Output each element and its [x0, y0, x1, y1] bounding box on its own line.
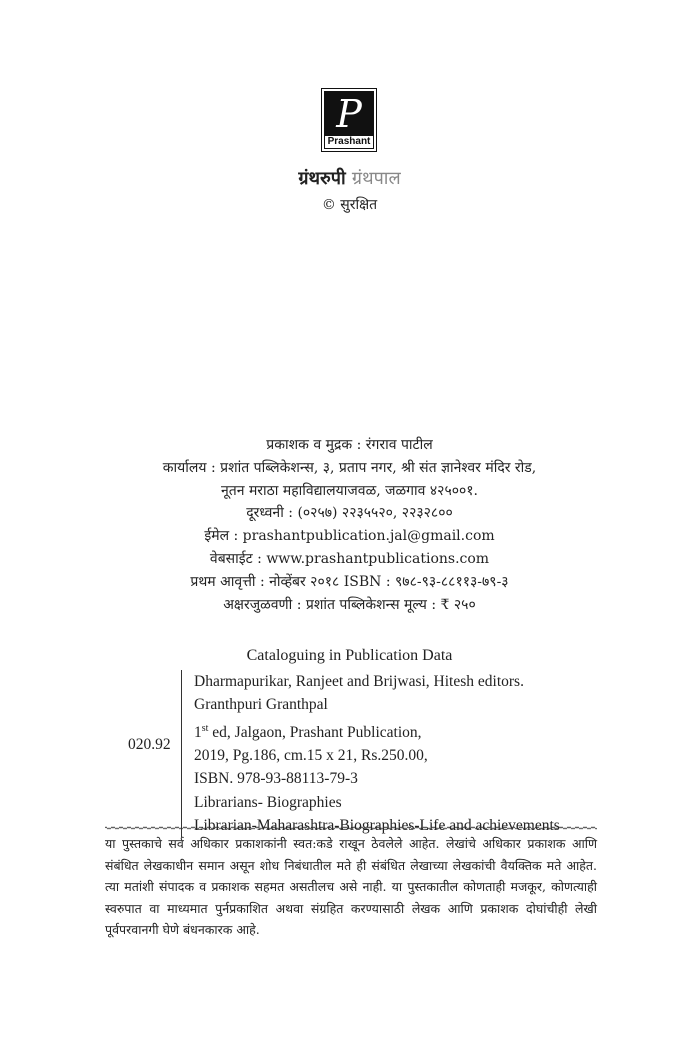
cip-line: Librarians- Biographies [194, 793, 342, 811]
cip-line: Dharmapurikar, Ranjeet and Brijwasi, Hitesh editors. [194, 673, 524, 690]
title-part1: ग्रंथरुपी [298, 168, 346, 189]
publisher-line: प्रथम आवृत्ती : नोव्हेंबर २०१८ ISBN : ९७८-९३-८८११३-७९-३ [190, 573, 509, 590]
cip-line: Granthpuri Granthpal [194, 696, 328, 714]
publisher-line: ईमेल : prashantpublication.jal@gmail.com [204, 528, 495, 545]
cip-block [181, 670, 560, 837]
copyright-notice: © सुरक्षित [321, 197, 378, 213]
logo-name: Prashant [325, 136, 373, 148]
cip-line: 2019, Pg.186, cm.15 x 21, Rs.250.00, [194, 747, 428, 765]
title-part2: ग्रंथपाल [351, 168, 401, 189]
logo-letter: P [336, 92, 362, 136]
publisher-line: नूतन मराठा महाविद्यालयाजवळ, जळगाव ४२५००१. [220, 482, 479, 499]
publisher-line: प्रकाशक व मुद्रक : रंगराव पाटील [266, 437, 433, 453]
cip-line: ISBN. 978-93-88113-79-3 [194, 770, 358, 788]
publisher-line: अक्षरजुळवणी : प्रशांत पब्लिकेशन्स मूल्य : ₹ २५० [223, 596, 476, 613]
publisher-line: कार्यालय : प्रशांत पब्लिकेशन्स, ३, प्रताप नगर, श्री संत ज्ञानेश्वर मंदिर रोड, [162, 459, 537, 476]
cip-line: Librarian-Maharashtra-Biographies-Life and achievements [194, 816, 560, 834]
publisher-logo [321, 88, 377, 152]
rights-note: या पुस्तकाचे सर्व अधिकार प्रकाशकांनी स्वत:कडे राखून ठेवलेले आहेत. लेखांचे अधिकार प्रकाशक आणि संबंधित लेखकाधीन समान असून शोध निबंधातील मते ही संबंधित लेखाच्या लेखकांची वैयक्तिक मते आहेत. त्या मतांशी संपादक व प्रकाशक सहमत असतीलच असे नाही. या पुस्तकातील कोणताही मजकूर, कोणत्याही स्वरुपात वा माध्यमात पुर्नप्रकाशित अथवा संग्रहित करण्यासाठी लेखक आणि प्रकाशक दोघांचीही लेखी पूर्वपरवानगी घेणे बंधनकारक आहे. [105, 836, 597, 937]
wavy-divider [105, 824, 597, 832]
publisher-line: वेबसाईट : www.prashantpublications.com [209, 551, 490, 567]
publisher-line: दूरध्वनी : (०२५७) २२३५५२०, २२३२८०० [246, 505, 453, 522]
cip-title: Cataloguing in Publication Data [246, 647, 453, 664]
class-number: 020.92 [128, 736, 171, 753]
book-title [0, 166, 699, 190]
cip-line: 1st ed, Jalgaon, Prashant Publication, [194, 722, 422, 741]
